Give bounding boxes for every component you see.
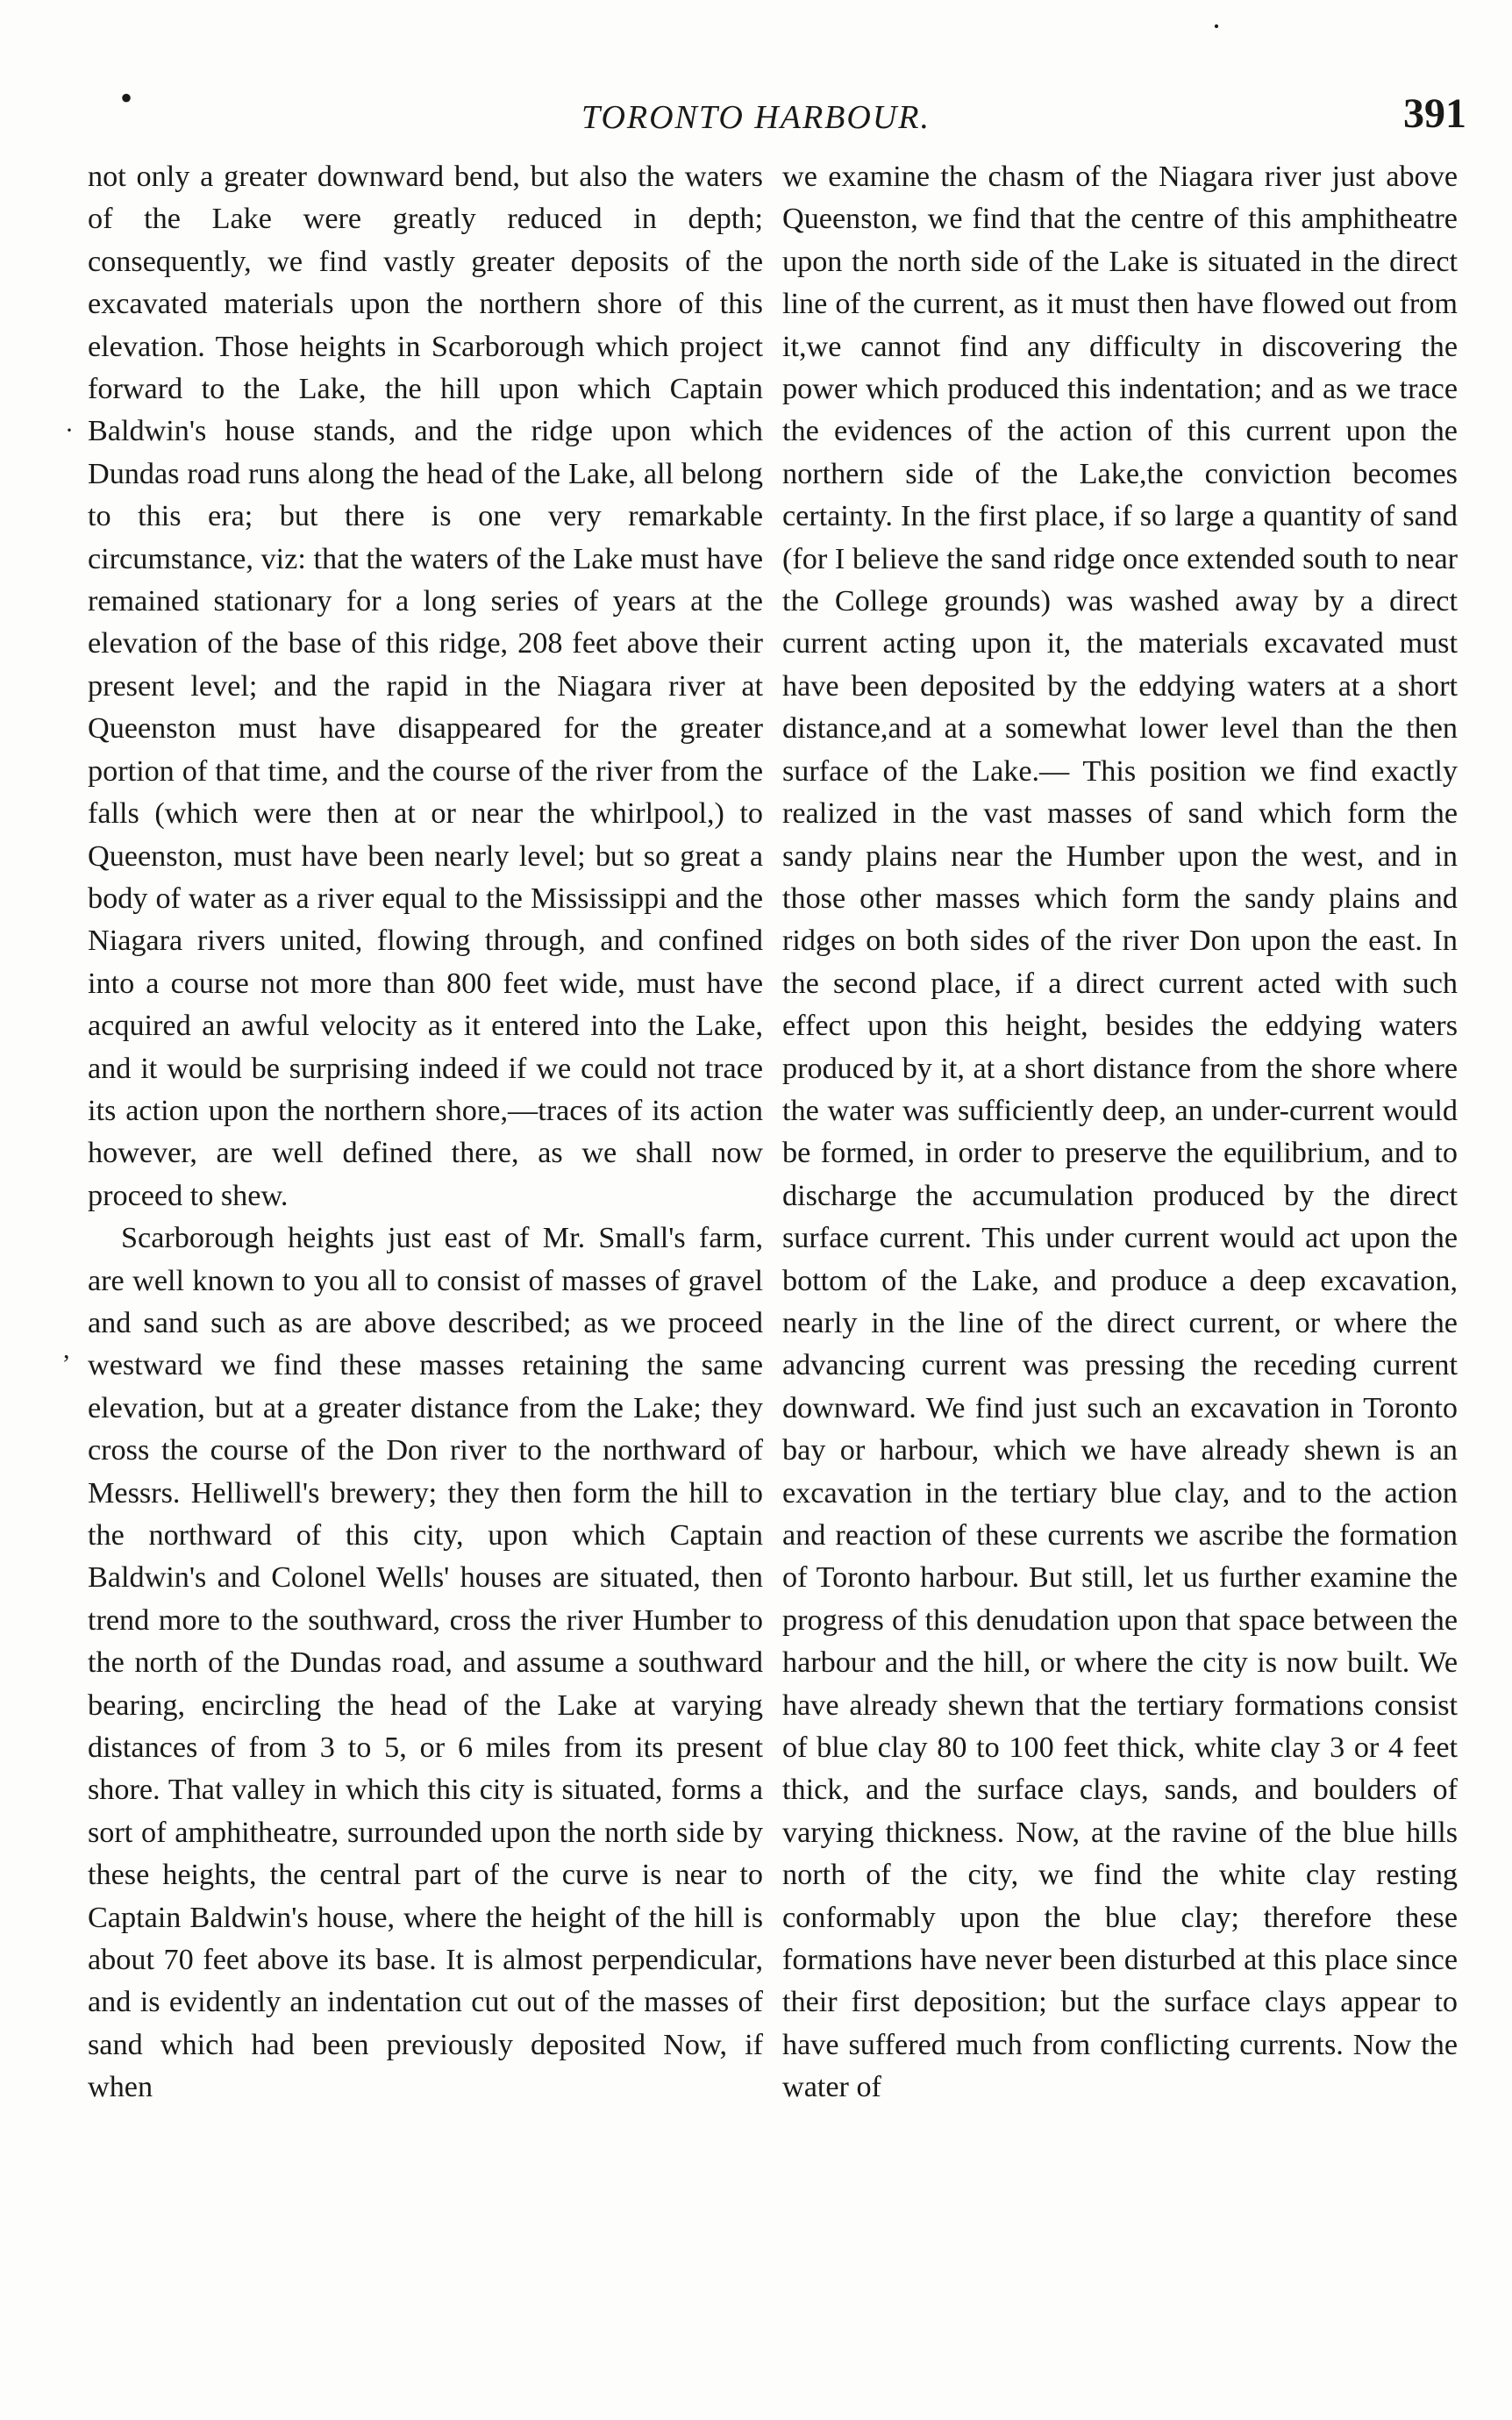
left-paragraph-1: not only a greater downward bend, but also the waters of the Lake were greatly reduced in depth; consequently, we find vastly greater deposits of the excavated materials upon the northern shore of this elevation. Those heights in Scarborough which project forward to the Lake, the hill upon which Captain Baldwin's house stands, and the ridge upon which Dundas road runs along the head of the Lake, all belong to this era; but there is one very remarkable circumstance, viz: that the waters of the Lake must have remained stationary for a long series of years at the elevation of the base of this ridge, 208 feet above their present level; and the rapid in the Niagara river at Queenston must have disappeared for the greater portion of that time, and the course of the river from the falls (which were then at or near the whirlpool,) to Queenston, must have been nearly level; but so great a body of water as a river equal to the Mississippi and the Niagara rivers united, flowing through, and confined into a course not more than 800 feet wide, must have acquired an awful velocity as it entered into the Lake, and it would be surprising indeed if we could not trace its action upon the northern shore,—traces of its action however, are well defined there, as we shall now proceed to shew.: [88, 161, 763, 1212]
top-margin-mark: ·: [1211, 9, 1222, 44]
left-margin-tick-mark: ,: [63, 1335, 70, 1364]
right-paragraph-1: we examine the chasm of the Niagara river just above Queenston, we find that the centre of this amphitheatre upon the north side of the Lake is situated in the direct line of the current, as it must then have flowed out from it,we cannot find any difficulty in discovering the power which produced this indentation; and as we trace the evidences of the action of this current upon the northern side of the Lake,the conviction becomes certainty. In the first place, if so large a quantity of sand (for I believe the sand ridge once extended south to near the College grounds) was washed away by a direct current acting upon it, the materials excavated must have been deposited by the eddying waters at a short distance,and at a somewhat lower level than the then surface of the Lake.— This position we find exactly realized in the vast masses of sand which form the sandy plains near the Humber upon the west, and in those other masses which form the sandy plains and ridges on both sides of the river Don upon the east. In the second place, if a direct current acted with such effect upon this height, besides the eddying waters produced by it, at a short distance from the shore where the water was sufficiently deep, an under-current would be formed, in order to preserve the equilibrium, and to discharge the accumulation produced by the direct surface current. This under current would act upon the bottom of the Lake, and produce a deep excavation, nearly in the line of the direct current, or where the advancing current was pressing the receding current downward. We find just such an excavation in Toronto bay or harbour, which we have already shewn is an excavation in the tertiary blue clay, and to the action and reaction of these currents we ascribe the formation of Toronto harbour. But still, let us further examine the progress of this denudation upon that space between the harbour and the hill, or where the city is now built. We have already shewn that the tertiary formations consist of blue clay 80 to 100 feet thick, white clay 3 or 4 feet thick, and the surface clays, sands, and boulders of varying thickness. Now, at the ravine of the blue hills north of the city, we find the white clay resting conformably upon the blue clay; therefore these formations have never been disturbed at this place since their first deposition; but the surface clays appear to have suffered much from conflicting currents. Now the water of: [782, 161, 1458, 2104]
page-number: 391: [1403, 90, 1466, 137]
left-column: [88, 156, 763, 2109]
running-title: TORONTO HARBOUR.: [581, 99, 931, 136]
right-column: [782, 156, 1458, 2109]
header-dot-mark: •: [120, 78, 133, 118]
left-paragraph-2: Scarborough heights just east of Mr. Small's farm, are well known to you all to consist of masses of gravel and sand such as are above described; as we proceed westward we find these masses retaining the same elevation, but at a greater distance from the Lake; they cross the course of the Don river to the northward of Messrs. Helliwell's brewery; they then form the hill to the northward of this city, upon which Captain Baldwin's and Colonel Wells' houses are situated, then trend more to the southward, cross the river Humber to the north of the Dundas road, and assume a southward bearing, encircling the head of the Lake at varying distances of from 3 to 5, or 6 miles from its present shore. That valley in which this city is situated, forms a sort of amphitheatre, surrounded upon the north side by these heights, the central part of the curve is near to Captain Baldwin's house, where the height of the hill is about 70 feet above its base. It is almost perpendicular, and is evidently an indentation cut out of the masses of sand which had been previously deposited Now, if when: [88, 1222, 763, 2104]
left-margin-dot-mark: ·: [65, 416, 74, 445]
